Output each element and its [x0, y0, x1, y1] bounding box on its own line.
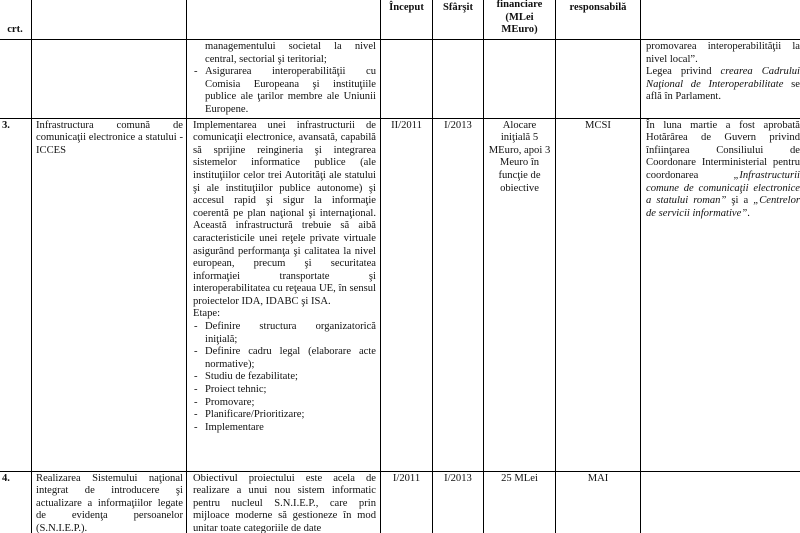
- row-finance: 25 MLei: [484, 471, 556, 533]
- row-finance: Alocare iniţială 5 MEuro, apoi 3 Meuro în funcţie de obiective: [484, 118, 556, 471]
- description-bullets: [193, 321, 376, 434]
- row-start: I/2011: [381, 471, 433, 533]
- project-title: „Centrelor de servicii informative”: [646, 195, 800, 219]
- row-nr: [0, 40, 32, 119]
- header-name: [32, 0, 187, 40]
- description-lead: managementului societal la nivel central, sectorial şi teritorial;: [205, 41, 376, 65]
- project-title: „Infrastructurii comune de comunicaţii electronice a statului roman”: [646, 169, 800, 207]
- row-name: [32, 40, 187, 119]
- observation-text: În luna martie a fost aprobată Hotărârea de Guvern privind înfiinţarea Consiliului de Coordonare Interministerial pentru coordonarea: [646, 119, 800, 181]
- list-item: - Definire structura organizatorică iniţială;: [193, 321, 376, 346]
- header-description: [187, 0, 381, 40]
- list-item: - Promovare;: [193, 397, 376, 410]
- row-finance: [484, 40, 556, 119]
- row-start: [381, 40, 433, 119]
- observation-text: şi a: [726, 195, 754, 207]
- observation-paragraph: [646, 120, 800, 221]
- stages-label: Etape:: [193, 308, 221, 320]
- observation-law: [646, 66, 800, 104]
- row-end: [433, 40, 484, 119]
- header-observations: [641, 0, 800, 40]
- observation-text: .: [747, 207, 750, 219]
- header-start: Început: [381, 0, 433, 40]
- row-name: Realizarea Sistemului naţional integrat de introducere şi actualizare a informaţiilor legate de evidenţa persoanelor (S.N.I.E.P.).: [32, 471, 187, 533]
- table-header-row: [0, 0, 800, 40]
- list-item: - Definire cadru legal (elaborare acte normative);: [193, 346, 376, 371]
- observation-text: se află în Parlament.: [646, 78, 800, 103]
- row-name: Infrastructura comună de comunicaţii electronice a statului - ICCES: [32, 118, 187, 471]
- list-item: - Asigurarea interoperabilităţii cu Comisia Europeana şi instituţiile publice ale ţarilor membre ale Uniunii Europene.: [193, 66, 376, 116]
- law-title: crearea Cadrului Naţional de Interoperabilitate: [646, 66, 800, 90]
- row-responsible: MCSI: [556, 118, 641, 471]
- row-observations: [641, 118, 800, 471]
- header-finance: financiare (MLei MEuro): [484, 0, 556, 40]
- table-row: [0, 471, 800, 533]
- row-end: I/2013: [433, 471, 484, 533]
- table-row: [0, 40, 800, 119]
- row-nr: 4.: [0, 471, 32, 533]
- description-main: Implementarea unei infrastructurii de comunicaţii electronice, avansată, capabilă să sprijine reingineria şi integrarea sistemelor informatice publice (ale instituţiilor celor trei Autorităţi ale statului şi ale instituţiilor publice autonome) şi accesul rapid şi sigur la informaţie coerentă pe plan naţional şi internaţional. Această infrastructură trebuie să aibă caracteristicile unei reţele private virtuale asigurând performanţa şi calitatea la nivel european, precum şi securitatea informaţiei transportate şi interoperabilitatea cu reţeaua UE, în sensul proiectelor IDA, IDABC şi ISA.: [193, 119, 376, 307]
- row-responsible: [556, 40, 641, 119]
- header-end: Sfârşit: [433, 0, 484, 40]
- row-description: [187, 471, 381, 533]
- row-description: [187, 118, 381, 471]
- table-row: [0, 118, 800, 471]
- description-bullets: [193, 66, 376, 116]
- description-main: Obiectivul proiectului este acela de realizare a unui nou sistem informatic pentru nucleul S.N.I.E.P., care prin mijloace moderne să gestioneze în mod unitar toate categoriile de date: [193, 472, 376, 533]
- row-nr: 3.: [0, 118, 32, 471]
- row-end: I/2013: [433, 118, 484, 471]
- row-responsible: MAI: [556, 471, 641, 533]
- row-observations: [641, 40, 800, 119]
- list-item: - Proiect tehnic;: [193, 384, 376, 397]
- list-item: - Studiu de fezabilitate;: [193, 371, 376, 384]
- row-observations: [641, 471, 800, 533]
- observation-text: promovarea interoperabilităţii la nivel local”.: [646, 41, 800, 65]
- list-item: - Planificare/Prioritizare;: [193, 409, 376, 422]
- observation-text: Legea privind: [646, 66, 721, 78]
- row-description: [187, 40, 381, 119]
- row-start: II/2011: [381, 118, 433, 471]
- list-item: - Implementare: [193, 422, 376, 435]
- header-nr: crt.: [0, 0, 32, 40]
- header-responsible: responsabilă: [556, 0, 641, 40]
